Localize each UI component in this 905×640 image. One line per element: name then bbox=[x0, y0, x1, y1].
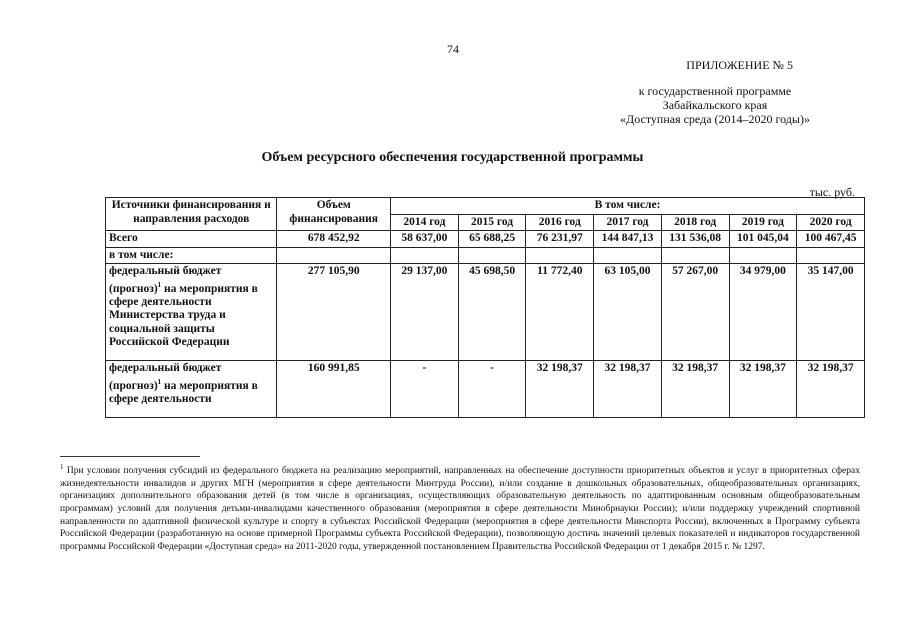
row-label: в том числе: bbox=[106, 247, 277, 264]
row-value: 35 147,00 bbox=[797, 264, 865, 361]
funding-table bbox=[105, 197, 865, 418]
row-value: 45 698,50 bbox=[458, 264, 526, 361]
row-volume: 277 105,90 bbox=[277, 264, 391, 361]
appendix-line-1: к государственной программе bbox=[638, 84, 792, 98]
header-year: 2020 год bbox=[797, 214, 865, 231]
page-number: 74 bbox=[447, 42, 459, 56]
row-value: 144 847,13 bbox=[594, 231, 662, 248]
row-value: - bbox=[458, 361, 526, 418]
row-value: 131 536,08 bbox=[661, 231, 729, 248]
header-volume: Объем финансирования bbox=[277, 198, 391, 231]
header-year: 2018 год bbox=[661, 214, 729, 231]
header-year: 2019 год bbox=[729, 214, 797, 231]
header-year: 2017 год bbox=[594, 214, 662, 231]
footnote-ref: 1 bbox=[157, 280, 162, 289]
table-row bbox=[106, 264, 865, 361]
header-year: 2016 год bbox=[526, 214, 594, 231]
footnote-divider bbox=[60, 456, 200, 457]
appendix-title: ПРИЛОЖЕНИЕ № 5 bbox=[686, 58, 793, 72]
row-value: 32 198,37 bbox=[594, 361, 662, 418]
footnote-ref: 1 bbox=[157, 377, 162, 386]
row-value: 32 198,37 bbox=[661, 361, 729, 418]
row-value: 76 231,97 bbox=[526, 231, 594, 248]
row-label: Всего bbox=[106, 231, 277, 248]
row-value: 100 467,45 bbox=[797, 231, 865, 248]
footnote-mark: 1 bbox=[60, 463, 64, 471]
table-row bbox=[106, 231, 865, 248]
unit-label: тыс. руб. bbox=[809, 185, 855, 199]
row-value: 101 045,04 bbox=[729, 231, 797, 248]
row-value: 63 105,00 bbox=[594, 264, 662, 361]
row-volume: 678 452,92 bbox=[277, 231, 391, 248]
header-including: В том числе: bbox=[391, 198, 865, 215]
table-row bbox=[106, 361, 865, 418]
row-value: 11 772,40 bbox=[526, 264, 594, 361]
table-row bbox=[106, 247, 865, 264]
row-label: федеральный бюджет (прогноз)$^1$ на мероприятия в сфере деятельности Министерства труда и социальной защиты Российской Федерации bbox=[106, 264, 277, 361]
row-value: 65 688,25 bbox=[458, 231, 526, 248]
row-value: 32 198,37 bbox=[729, 361, 797, 418]
header-year: 2014 год bbox=[391, 214, 459, 231]
row-value: 29 137,00 bbox=[391, 264, 459, 361]
row-value: 58 637,00 bbox=[391, 231, 459, 248]
row-label: федеральный бюджет (прогноз)$^1$ на мероприятия в сфере деятельности bbox=[106, 361, 277, 418]
footnote bbox=[60, 461, 860, 553]
row-value: 57 267,00 bbox=[661, 264, 729, 361]
row-value: 32 198,37 bbox=[526, 361, 594, 418]
document-title: Объем ресурсного обеспечения государственной программы bbox=[261, 150, 644, 165]
row-value: 34 979,00 bbox=[729, 264, 797, 361]
appendix-reference bbox=[590, 84, 840, 126]
appendix-line-2: Забайкальского края bbox=[662, 98, 768, 112]
header-year: 2015 год bbox=[458, 214, 526, 231]
row-volume: 160 991,85 bbox=[277, 361, 391, 418]
header-source: Источники финансирования и направления расходов bbox=[106, 198, 277, 231]
footnote-text: При условии получения субсидий из федерального бюджета на реализацию мероприятий, направленных на обеспечение доступности приоритетных объектов и услуг в приоритетных сферах жизнедеятельности инвалидов и других МГН (мероприятия в сфере деятельности Минтруда России), и/или создание в дошкольных образовательных, общеобразовательных организациях, организациях дополнительного образования детей (в том числе в организациях, осуществляющих образовательную деятельность по адаптированным основным общеобразовательным программам) условий для получения детьми-инвалидами качественного образования (мероприятия в сфере деятельности Минобрнауки России); и/или поддержку учреждений спортивной направленности по адаптивной физической культуре и спорту в субъектах Российской Федерации (мероприятия в сфере деятельности Минспорта России), включенных в Программу субъекта Российской Федерации (разработанную на основе примерной Программы субъекта Российской Федерации), позволяющую достичь значений целевых показателей и индикаторов государственной программы Российской Федерации «Доступная среда» на 2011-2020 годы, утвержденной постановлением Правительства Российской Федерации от 1 декабря 2015 г. № 1297. bbox=[60, 466, 860, 552]
row-value: 32 198,37 bbox=[797, 361, 865, 418]
row-value: - bbox=[391, 361, 459, 418]
appendix-line-3: «Доступная среда (2014–2020 годы)» bbox=[620, 112, 810, 126]
